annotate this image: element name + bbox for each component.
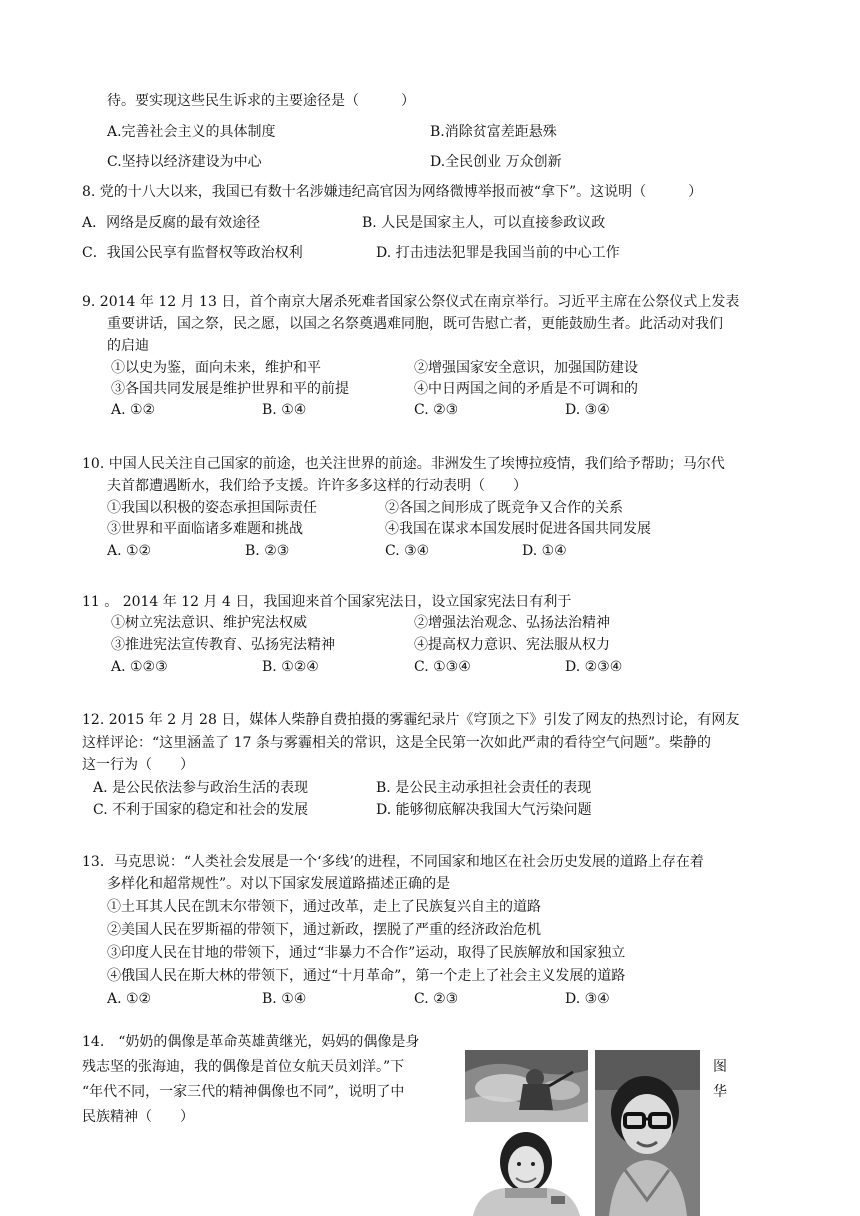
- q11-item-2: ②增强法治观念、弘扬法治精神: [414, 615, 610, 631]
- q8-option-c[interactable]: C．我国公民享有监督权等政治权利: [82, 245, 303, 261]
- q10-option-c[interactable]: C. ③④: [385, 543, 430, 559]
- q10-option-d[interactable]: D. ①④: [522, 543, 567, 559]
- q12-stem-line-2: 这样评论：“这里涵盖了 17 条与雾霾相关的常识，这是全民第一次如此严肃的看待空气问题”。柴静的: [82, 735, 712, 751]
- q9-option-d[interactable]: D. ③④: [565, 402, 610, 418]
- q7-option-a[interactable]: A.完善社会主义的具体制度: [107, 124, 276, 140]
- q14-stem-line-4: 民族精神（ ）: [82, 1109, 194, 1125]
- q8-stem: 8. 党的十八大以来，我国已有数十名涉嫌违纪高官因为网络微博举报而被“拿下”。这说明（ ）: [82, 184, 703, 200]
- q8-option-b[interactable]: B. 人民是国家主人，可以直接参政议政: [362, 215, 606, 231]
- q14-right-char-1: 图: [713, 1059, 727, 1075]
- q14-stem-line-1: 14. “奶奶的偶像是革命英雄黄继光，妈妈的偶像是身: [82, 1034, 420, 1050]
- q9-item-2: ②增强国家安全意识，加强国防建设: [414, 360, 638, 376]
- q8-option-d[interactable]: D. 打击违法犯罪是我国当前的中心工作: [376, 245, 620, 261]
- q11-item-3: ③推进宪法宣传教育、弘扬宪法精神: [111, 637, 335, 653]
- woman-glasses-photo: [595, 1050, 700, 1216]
- q11-option-a[interactable]: A. ①②③: [111, 659, 168, 675]
- q14-right-char-2: 华: [713, 1084, 727, 1100]
- q7-stem-tail: 待。要实现这些民生诉求的主要途径是（ ）: [107, 93, 415, 109]
- q11-option-d[interactable]: D. ②③④: [565, 659, 623, 675]
- q9-option-c[interactable]: C. ②③: [414, 402, 459, 418]
- q8-option-a[interactable]: A．网络是反腐的最有效途径: [82, 215, 261, 231]
- q13-stem-line-2: 多样化和超常规性”。对以下国家发展道路描述正确的是: [107, 876, 451, 892]
- q13-item-2: ②美国人民在罗斯福的带领下，通过新政，摆脱了严重的经济政治危机: [107, 922, 541, 938]
- q13-option-c[interactable]: C. ②③: [414, 991, 459, 1007]
- q11-item-4: ④提高权力意识、宪法服从权力: [414, 637, 610, 653]
- q12-stem-line-3: 这一行为（ ）: [82, 757, 194, 773]
- q7-option-d[interactable]: D.全民创业 万众创新: [430, 154, 562, 170]
- q13-stem-line-1: 13．马克思说：“人类社会发展是一个‘多线’的进程，不同国家和地区在社会历史发展的道路上存在着: [82, 854, 704, 870]
- q7-option-c[interactable]: C.坚持以经济建设为中心: [107, 154, 262, 170]
- q13-option-a[interactable]: A. ①②: [107, 991, 152, 1007]
- q10-stem-line-1: 10. 中国人民关注自己国家的前途，也关注世界的前途。非洲发生了埃博拉疫情，我们给予帮助；马尔代: [82, 456, 725, 472]
- q9-option-a[interactable]: A. ①②: [111, 402, 156, 418]
- q10-item-4: ④我国在谋求本国发展时促进各国共同发展: [385, 521, 651, 537]
- q11-option-c[interactable]: C. ①③④: [414, 659, 471, 675]
- q10-item-2: ②各国之间形成了既竞争又合作的关系: [385, 500, 623, 516]
- q12-option-a[interactable]: A. 是公民依法参与政治生活的表现: [93, 780, 309, 796]
- q9-stem-line-2: 重要讲话，国之祭，民之愿，以国之名祭奠遇难同胞，既可告慰亡者，更能鼓励生者。此活动对我们: [107, 316, 723, 332]
- q10-item-3: ③世界和平面临诸多难题和挑战: [107, 521, 303, 537]
- q13-option-d[interactable]: D. ③④: [565, 991, 610, 1007]
- q13-item-4: ④俄国人民在斯大林的带领下，通过“十月革命”，第一个走上了社会主义发展的道路: [107, 968, 626, 984]
- q9-item-4: ④中日两国之间的矛盾是不可调和的: [414, 381, 638, 397]
- q13-item-1: ①土耳其人民在凯末尔带领下，通过改革，走上了民族复兴自主的道路: [107, 899, 541, 915]
- q14-stem-line-3: “年代不同，一家三代的精神偶像也不同”，说明了中: [82, 1084, 405, 1100]
- q12-stem-line-1: 12. 2015 年 2 月 28 日，媒体人柴静自费拍摄的雾霾纪录片《穹顶之下》引发了网友的热烈讨论，有网友: [82, 712, 740, 728]
- q13-option-b[interactable]: B. ①④: [262, 991, 307, 1007]
- q10-option-b[interactable]: B. ②③: [245, 543, 290, 559]
- q11-item-1: ①树立宪法意识、维护宪法权威: [111, 615, 307, 631]
- q13-item-3: ③印度人民在甘地的带领下，通过“非暴力不合作”运动，取得了民族解放和国家独立: [107, 945, 626, 961]
- q9-stem-line-3: 的启迪: [107, 338, 149, 354]
- astronaut-photo: [465, 1126, 588, 1216]
- q10-stem-line-2: 夫首都遭遇断水，我们给予支援。许许多多这样的行动表明（ ）: [107, 478, 527, 494]
- q7-option-b[interactable]: B.消除贫富差距悬殊: [430, 124, 557, 140]
- q11-stem: 11 。 2014 年 12 月 4 日，我国迎来首个国家宪法日，设立国家宪法日有利于: [82, 594, 572, 610]
- q9-item-3: ③各国共同发展是维护世界和平的前提: [111, 381, 349, 397]
- q10-option-a[interactable]: A. ①②: [107, 543, 152, 559]
- q14-stem-line-2: 残志坚的张海迪，我的偶像是首位女航天员刘洋。”下: [82, 1059, 405, 1075]
- q12-option-c[interactable]: C. 不利于国家的稳定和社会的发展: [93, 802, 309, 818]
- q9-item-1: ①以史为鉴，面向未来，维护和平: [111, 360, 321, 376]
- q9-option-b[interactable]: B. ①④: [262, 402, 307, 418]
- q11-option-b[interactable]: B. ①②④: [262, 659, 319, 675]
- q10-item-1: ①我国以积极的姿态承担国际责任: [107, 500, 317, 516]
- soldier-photo: [465, 1050, 588, 1122]
- q12-option-b[interactable]: B. 是公民主动承担社会责任的表现: [376, 780, 592, 796]
- q9-stem-line-1: 9. 2014 年 12 月 13 日，首个南京大屠杀死难者国家公祭仪式在南京举行。习近平主席在公祭仪式上发表: [82, 294, 740, 310]
- q12-option-d[interactable]: D. 能够彻底解决我国大气污染问题: [376, 802, 592, 818]
